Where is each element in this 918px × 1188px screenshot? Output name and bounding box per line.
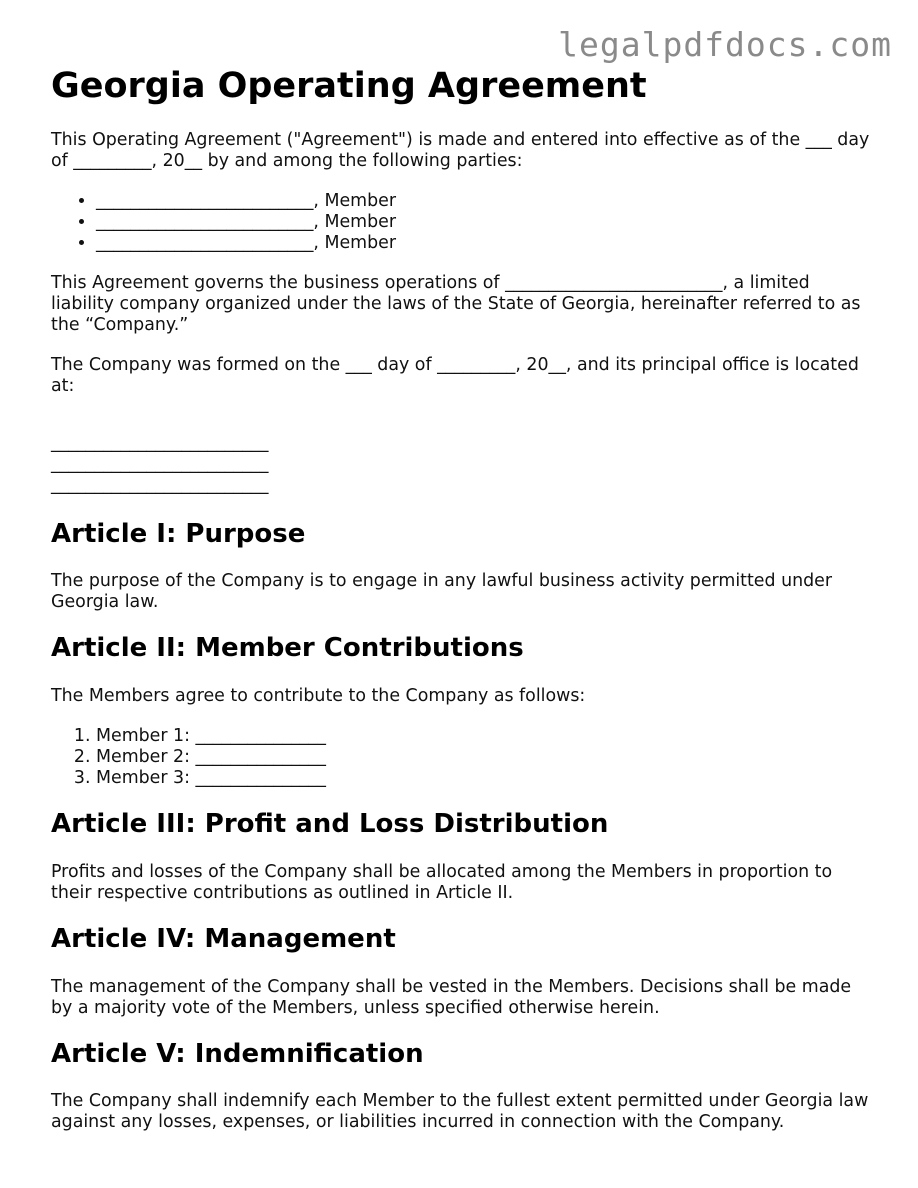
- member-list: [51, 191, 871, 254]
- governs-paragraph: This Agreement governs the business operations of _________________________, a limited liability company organized under the laws of the State of Georgia, hereinafter referred to as the “Company.”: [51, 272, 861, 335]
- formed-paragraph: The Company was formed on the ___ day of _________, 20__, and its principal office is located at:: [51, 354, 859, 396]
- address-line: _________________________: [51, 453, 269, 474]
- article-2-text: The Members agree to contribute to the Company as follows:: [51, 686, 586, 707]
- article-4-text: The management of the Company shall be vested in the Members. Decisions shall be made by a majority vote of the Members, unless specified otherwise herein.: [51, 976, 852, 1018]
- article-3-heading: Article III: Profit and Loss Distribution: [51, 809, 609, 840]
- article-1-heading: Article I: Purpose: [51, 518, 306, 549]
- principal-office-address: [51, 433, 871, 496]
- address-line: _________________________: [51, 474, 269, 495]
- contribution-list-item: 3. Member 3: _______________: [96, 768, 871, 789]
- member-list-item: • _________________________, Member: [96, 212, 871, 233]
- document-title: Georgia Operating Agreement: [51, 66, 647, 106]
- contribution-list-item: 1. Member 1: _______________: [96, 726, 871, 747]
- article-2-heading: Article II: Member Contributions: [51, 633, 524, 664]
- contribution-list: [51, 726, 871, 789]
- contribution-list-item: 2. Member 2: _______________: [96, 747, 871, 768]
- article-3-text: Profits and losses of the Company shall be allocated among the Members in proportion to their respective contributions as outlined in Article II.: [51, 861, 833, 903]
- member-list-item: • _________________________, Member: [96, 191, 871, 212]
- article-1-text: The purpose of the Company is to engage in any lawful business activity permitted under Georgia law.: [51, 571, 832, 613]
- watermark: legalpdfdocs.com: [558, 25, 892, 64]
- article-5-text: The Company shall indemnify each Member to the fullest extent permitted under Georgia law against any losses, expenses, or liabilities incurred in connection with the Company.: [51, 1091, 869, 1133]
- article-5-heading: Article V: Indemnification: [51, 1038, 424, 1069]
- member-list-item: • _________________________, Member: [96, 233, 871, 254]
- intro-paragraph: This Operating Agreement ("Agreement") is made and entered into effective as of the ___ day of _________, 20__ by and among the following parties:: [51, 129, 870, 171]
- document-body: [51, 64, 871, 1152]
- article-4-heading: Article IV: Management: [51, 923, 396, 954]
- address-line: _________________________: [51, 432, 269, 453]
